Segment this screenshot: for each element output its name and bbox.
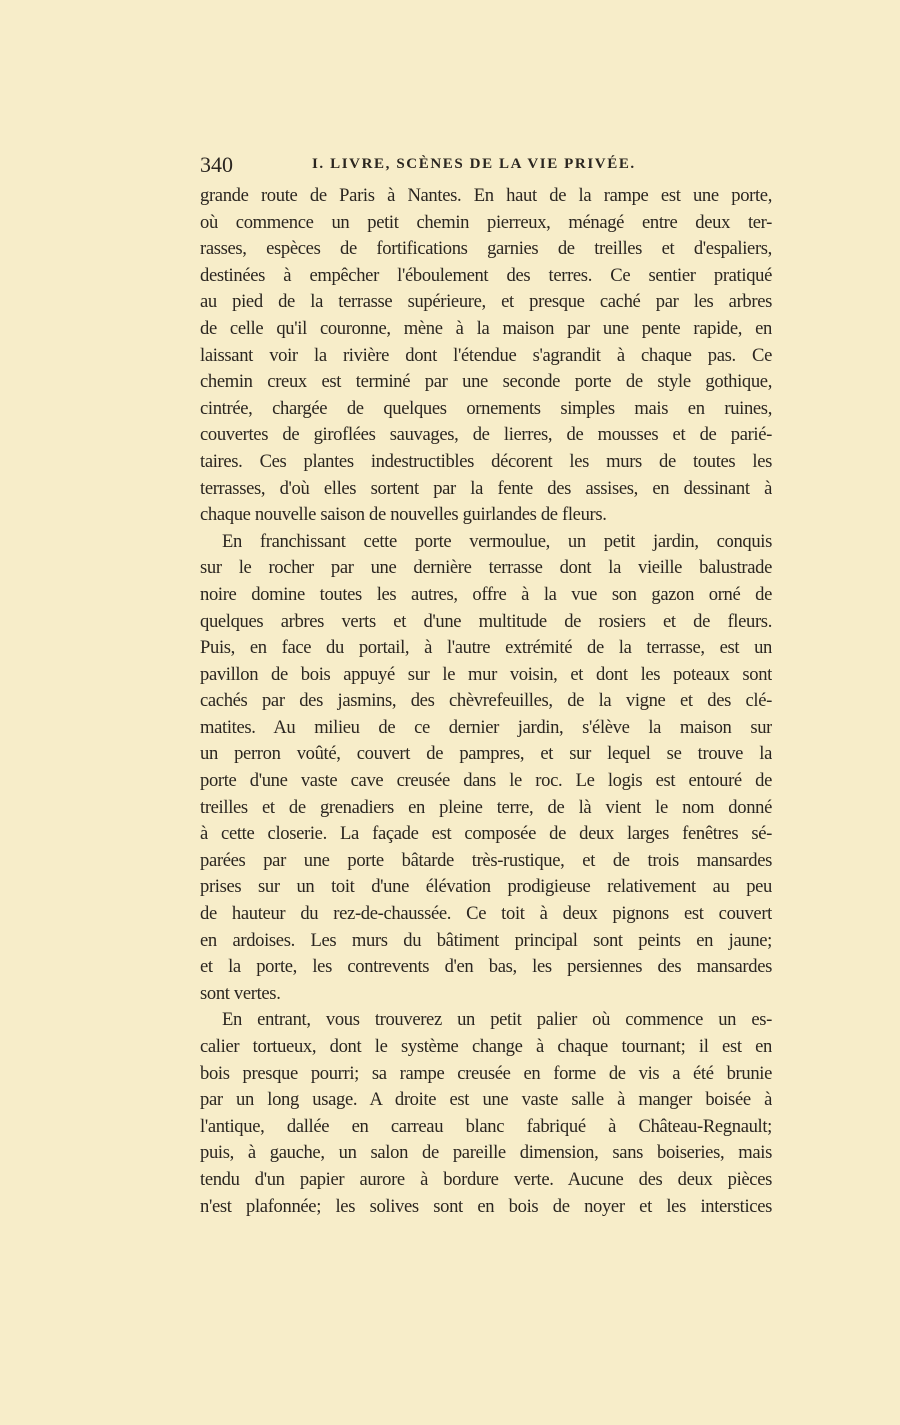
text-line: Puis, en face du portail, à l'autre extrémité de la terrasse, est un <box>200 637 772 659</box>
text-line: prises sur un toit d'une élévation prodigieuse relativement au peu <box>200 876 772 898</box>
text-line: grande route de Paris à Nantes. En haut de la rampe est une porte, <box>200 185 772 206</box>
text-line: laissant voir la rivière dont l'étendue s'agrandit à chaque pas. Ce <box>200 344 772 366</box>
running-header <box>200 152 774 182</box>
text-line: terrasses, d'où elles sortent par la fente des assises, en dessinant à <box>200 477 772 499</box>
text-line: parées par une porte bâtarde très-rustique, et de trois mansardes <box>200 849 772 871</box>
text-line: sont vertes. <box>200 982 281 1004</box>
text-line: rasses, espèces de fortifications garnies de treilles et d'espaliers, <box>200 238 772 260</box>
text-line: tendu d'un papier aurore à bordure verte. Aucune des deux pièces <box>200 1168 772 1190</box>
text-line: couvertes de giroflées sauvages, de lierres, de mousses et de parié- <box>200 424 772 446</box>
text-line: destinées à empêcher l'éboulement des terres. Ce sentier pratiqué <box>200 264 772 286</box>
text-line: porte d'une vaste cave creusée dans le roc. Le logis est entouré de <box>200 770 772 792</box>
text-line: cintrée, chargée de quelques ornements simples mais en ruines, <box>200 397 772 419</box>
text-line: de celle qu'il couronne, mène à la maison par une pente rapide, en <box>200 317 772 339</box>
body-text <box>200 183 772 1220</box>
text-line: quelques arbres verts et d'une multitude de rosiers et de fleurs. <box>200 610 772 632</box>
text-line: chemin creux est terminé par une seconde porte de style gothique, <box>200 371 772 393</box>
text-line: matites. Au milieu de ce dernier jardin, s'élève la maison sur <box>200 716 772 738</box>
text-line: et la porte, les contrevents d'en bas, les persiennes des mansardes <box>200 956 772 978</box>
text-line: En entrant, vous trouverez un petit palier où commence un es- <box>222 1009 772 1031</box>
text-line: de hauteur du rez-de-chaussée. Ce toit à deux pignons est couvert <box>200 903 772 925</box>
text-line: bois presque pourri; sa rampe creusée en forme de vis a été brunie <box>200 1062 772 1084</box>
text-line: taires. Ces plantes indestructibles décorent les murs de toutes les <box>200 450 772 472</box>
text-line: par un long usage. A droite est une vaste salle à manger boisée à <box>200 1089 772 1111</box>
text-line: puis, à gauche, un salon de pareille dimension, sans boiseries, mais <box>200 1142 772 1164</box>
running-title: I. LIVRE, SCÈNES DE LA VIE PRIVÉE. <box>312 156 636 172</box>
text-line: cachés par des jasmins, des chèvrefeuilles, de la vigne et des clé- <box>200 690 772 712</box>
text-line: en ardoises. Les murs du bâtiment principal sont peints en jaune; <box>200 929 772 951</box>
text-line: n'est plafonnée; les solives sont en bois de noyer et les interstices <box>200 1195 772 1217</box>
text-line: l'antique, dallée en carreau blanc fabriqué à Château-Regnault; <box>200 1115 772 1137</box>
text-line: treilles et de grenadiers en pleine terre, de là vient le nom donné <box>200 796 772 818</box>
text-line: où commence un petit chemin pierreux, ménagé entre deux ter- <box>200 211 772 233</box>
text-line: à cette closerie. La façade est composée de deux larges fenêtres sé- <box>200 823 772 845</box>
text-line: un perron voûté, couvert de pampres, et sur lequel se trouve la <box>200 743 772 765</box>
text-line: pavillon de bois appuyé sur le mur voisin, et dont les poteaux sont <box>200 663 772 685</box>
page-number: 340 <box>200 152 233 177</box>
text-line: chaque nouvelle saison de nouvelles guirlandes de fleurs. <box>200 504 607 526</box>
text-line: sur le rocher par une dernière terrasse dont la vieille balustrade <box>200 557 772 579</box>
text-line: En franchissant cette porte vermoulue, un petit jardin, conquis <box>222 530 772 552</box>
text-line: noire domine toutes les autres, offre à la vue son gazon orné de <box>200 583 772 605</box>
text-line: au pied de la terrasse supérieure, et presque caché par les arbres <box>200 291 772 313</box>
text-line: calier tortueux, dont le système change à chaque tournant; il est en <box>200 1036 772 1057</box>
